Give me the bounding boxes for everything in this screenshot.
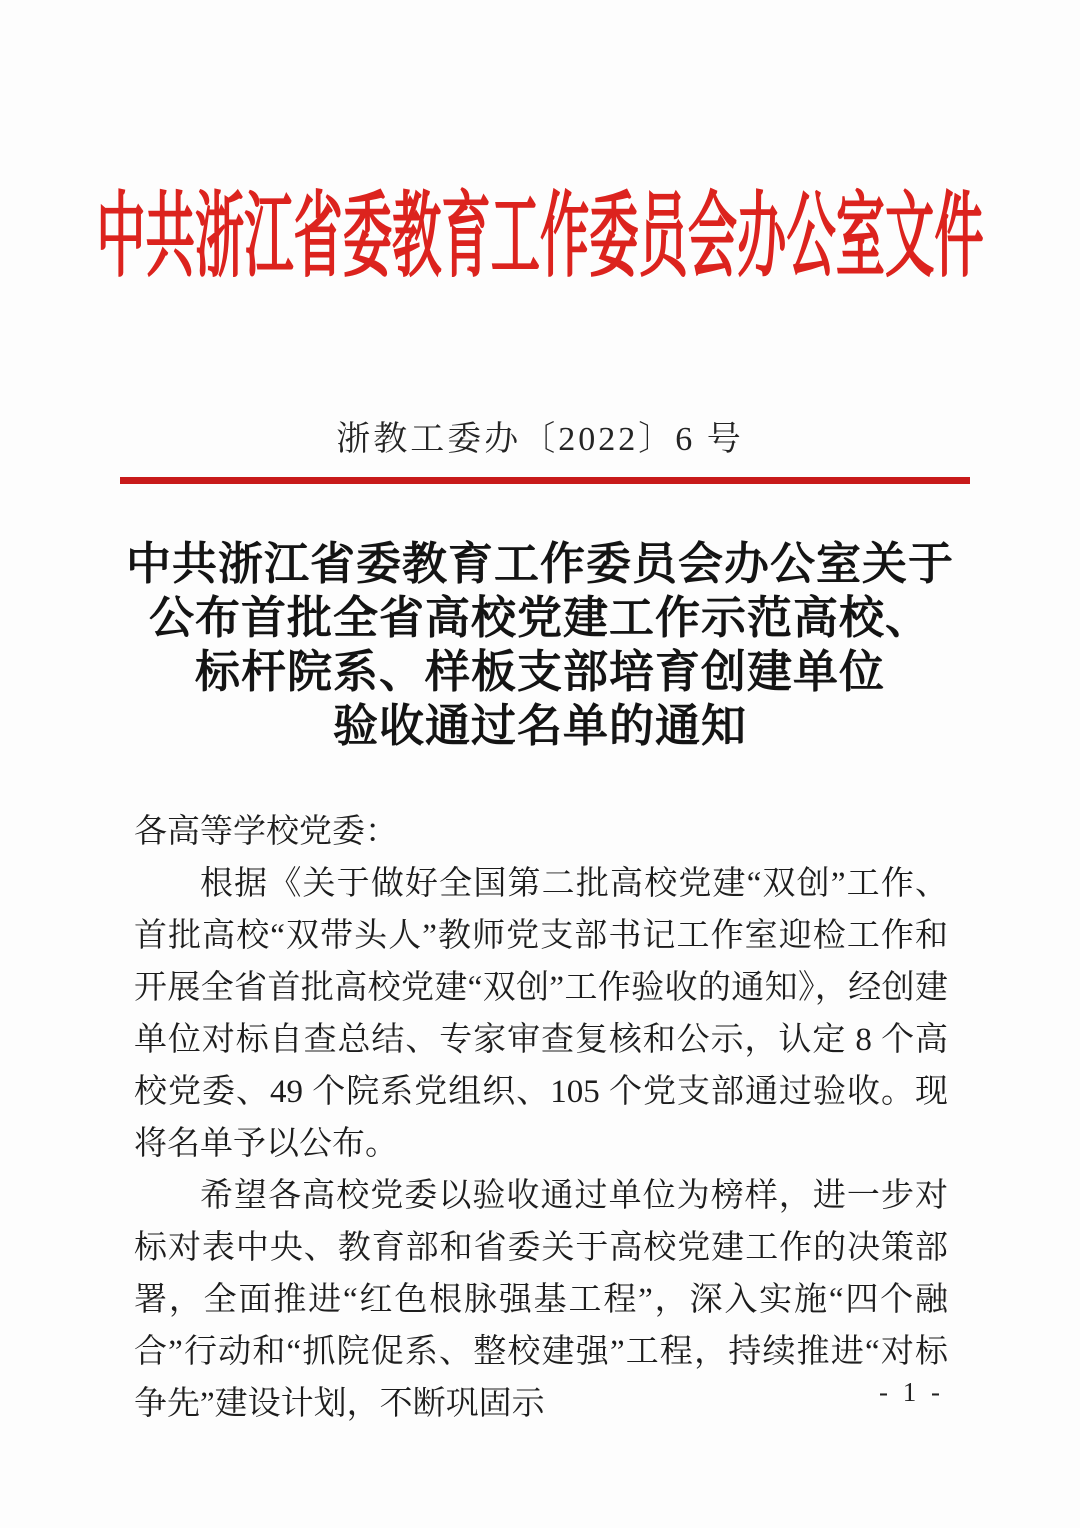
notice-title-line-4: 验收通过名单的通知 (332, 701, 747, 751)
body-paragraph-2: 希望各高校党委以验收通过单位为榜样，进一步对标对表中央、教育部和省委关于高校党建工作的决策部署，全面推进“红色根脉强基工程”，深入实施“四个融合”行动和“抓院促系、整校建强”工程，持续推进“对标争先”建设计划，不断巩固示 (134, 1178, 948, 1422)
salutation: 各高等学校党委： (134, 814, 398, 850)
letterhead-title: 中共浙江省委教育工作委员会办公室文件 (96, 186, 984, 289)
notice-title-line-2: 公布首批全省高校党建工作示范高校、 (148, 593, 931, 643)
document-number: 浙教工委办〔2022〕6 号 (336, 421, 744, 458)
page-number: - 1 - (879, 1377, 944, 1407)
red-header-banner (0, 186, 1080, 289)
document-body (134, 806, 948, 1430)
notice-title-line-1: 中共浙江省委教育工作委员会办公室关于 (125, 539, 954, 589)
red-divider-line (120, 477, 970, 484)
notice-title (0, 537, 1080, 753)
body-paragraph-1: 根据《关于做好全国第二批高校党建“双创”工作、首批高校“双带头人”教师党支部书记工作室迎检工作和开展全省首批高校党建“双创”工作验收的通知》，经创建单位对标自查总结、专家审查复核和公示，认定 8 个高校党委、49 个院系党组织、105 个党支部通过验收。现将名单予以公布。 (134, 866, 948, 1162)
notice-title-line-3: 标杆院系、样板支部培育创建单位 (194, 647, 885, 697)
